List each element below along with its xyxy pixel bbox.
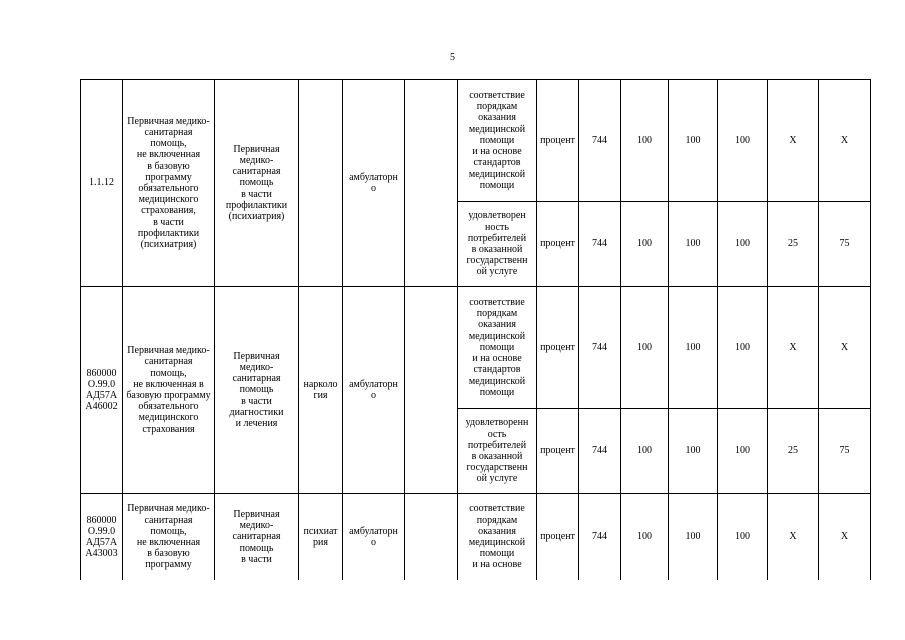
service-name-cell: Первичная медико- санитарная помощь, не включенная в базовую программу обязательного медицинского страхования — [123, 287, 215, 494]
page-number: 5 — [450, 52, 455, 63]
value-cell: 100 — [669, 494, 718, 581]
value-cell: 100 — [621, 494, 669, 581]
profile-cell: психиат рия — [299, 494, 343, 581]
deviation-cell: X — [819, 287, 871, 409]
service-name-cell: Первичная медико- санитарная помощь, не включенная в базовую программу — [123, 494, 215, 581]
extra-cell — [405, 494, 458, 581]
deviation-cell: 25 — [768, 409, 819, 494]
okei-cell: 744 — [579, 80, 621, 202]
value-cell: 100 — [669, 80, 718, 202]
unit-cell: процент — [537, 202, 579, 287]
value-cell: 100 — [669, 202, 718, 287]
registry-code-cell: 860000 О.99.0 АД57А А43003 — [81, 494, 123, 581]
deviation-cell: X — [819, 494, 871, 581]
value-cell: 100 — [718, 202, 768, 287]
okei-cell: 744 — [579, 202, 621, 287]
value-cell: 100 — [718, 287, 768, 409]
okei-cell: 744 — [579, 409, 621, 494]
unit-cell: процент — [537, 494, 579, 581]
service-content-cell: Первичная медико- санитарная помощь в части профилактики (психиатрия) — [215, 80, 299, 287]
profile-cell — [299, 80, 343, 287]
table-row — [81, 287, 871, 409]
value-cell: 100 — [718, 80, 768, 202]
registry-code-cell: 1.1.12 — [81, 80, 123, 287]
deviation-cell: 25 — [768, 202, 819, 287]
indicator-name-cell: соответствие порядкам оказания медицинской помощи и на основе стандартов медицинской помощи — [458, 287, 537, 409]
service-content-cell: Первичная медико- санитарная помощь в части диагностики и лечения — [215, 287, 299, 494]
deviation-cell: 75 — [819, 202, 871, 287]
indicator-name-cell: соответствие порядкам оказания медицинской помощи и на основе стандартов медицинской помощи — [458, 80, 537, 202]
extra-cell — [405, 287, 458, 494]
value-cell: 100 — [621, 80, 669, 202]
extra-cell — [405, 80, 458, 287]
table-row — [81, 80, 871, 202]
condition-cell: амбулаторн о — [343, 494, 405, 581]
indicator-name-cell: соответствие порядкам оказания медицинской помощи и на основе — [458, 494, 537, 581]
condition-cell: амбулаторн о — [343, 80, 405, 287]
okei-cell: 744 — [579, 494, 621, 581]
condition-cell: амбулаторн о — [343, 287, 405, 494]
deviation-cell: X — [768, 494, 819, 581]
table-row — [81, 494, 871, 581]
value-cell: 100 — [669, 409, 718, 494]
service-content-cell: Первичная медико- санитарная помощь в части — [215, 494, 299, 581]
value-cell: 100 — [621, 202, 669, 287]
value-cell: 100 — [621, 409, 669, 494]
value-cell: 100 — [621, 287, 669, 409]
registry-code-cell: 860000 О.99.0 АД57А А46002 — [81, 287, 123, 494]
deviation-cell: X — [819, 80, 871, 202]
unit-cell: процент — [537, 287, 579, 409]
indicator-name-cell: удовлетворенн ость потребителей в оказанной государственн ой услуге — [458, 409, 537, 494]
value-cell: 100 — [669, 287, 718, 409]
indicator-name-cell: удовлетворен ность потребителей в оказанной государственн ой услуге — [458, 202, 537, 287]
service-name-cell: Первичная медико- санитарная помощь, не включенная в базовую программу обязательного медицинского страхования, в части профилактики (психиатрия) — [123, 80, 215, 287]
profile-cell: нарколо гия — [299, 287, 343, 494]
deviation-cell: 75 — [819, 409, 871, 494]
deviation-cell: X — [768, 287, 819, 409]
unit-cell: процент — [537, 409, 579, 494]
deviation-cell: X — [768, 80, 819, 202]
unit-cell: процент — [537, 80, 579, 202]
okei-cell: 744 — [579, 287, 621, 409]
registry-table — [80, 79, 871, 580]
value-cell: 100 — [718, 494, 768, 581]
value-cell: 100 — [718, 409, 768, 494]
